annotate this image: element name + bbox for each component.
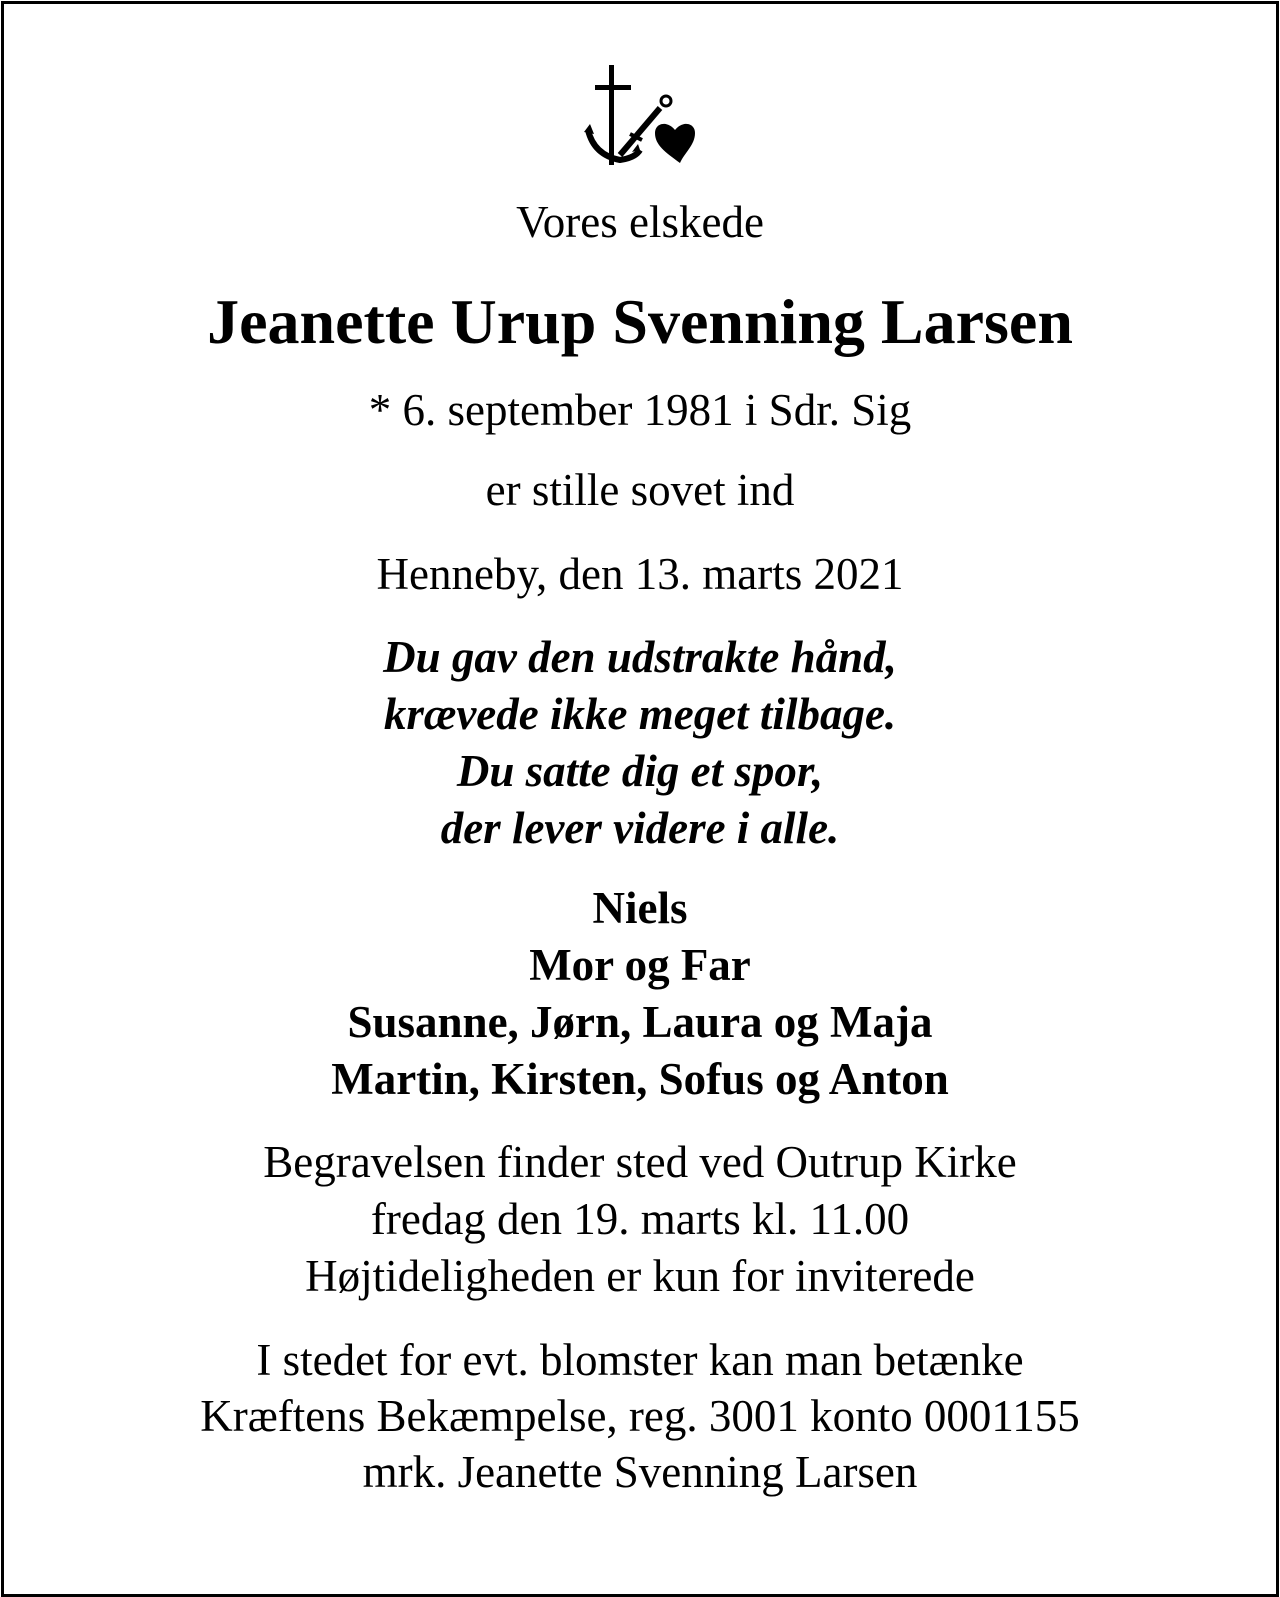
family-line: Niels (592, 883, 688, 933)
poem-line: krævede ikke meget tilbage. (383, 689, 897, 739)
deceased-name: Jeanette Urup Svenning Larsen (207, 286, 1073, 357)
donation-line: Kræftens Bekæmpelse, reg. 3001 konto 0001155 (200, 1391, 1080, 1441)
poem-line: Du gav den udstrakte hånd, (383, 632, 897, 682)
donation-line: I stedet for evt. blomster kan man betænke (256, 1335, 1024, 1385)
funeral-line: Begravelsen finder sted ved Outrup Kirke (263, 1137, 1017, 1187)
family-line: Mor og Far (529, 940, 751, 990)
intro-text: Vores elskede (516, 197, 764, 247)
place-date-line: Henneby, den 13. marts 2021 (376, 549, 904, 599)
passed-line: er stille sovet ind (485, 465, 795, 515)
poem-line: der lever videre i alle. (440, 803, 840, 853)
birth-line: * 6. september 1981 i Sdr. Sig (368, 385, 912, 435)
anchor-cross-heart-icon (580, 60, 700, 175)
family-line: Susanne, Jørn, Laura og Maja (347, 997, 933, 1047)
poem-line: Du satte dig et spor, (456, 746, 824, 796)
funeral-line: fredag den 19. marts kl. 11.00 (370, 1194, 910, 1244)
donation-line: mrk. Jeanette Svenning Larsen (362, 1447, 918, 1497)
funeral-line: Højtideligheden er kun for inviterede (305, 1251, 975, 1301)
family-line: Martin, Kirsten, Sofus og Anton (331, 1054, 949, 1104)
